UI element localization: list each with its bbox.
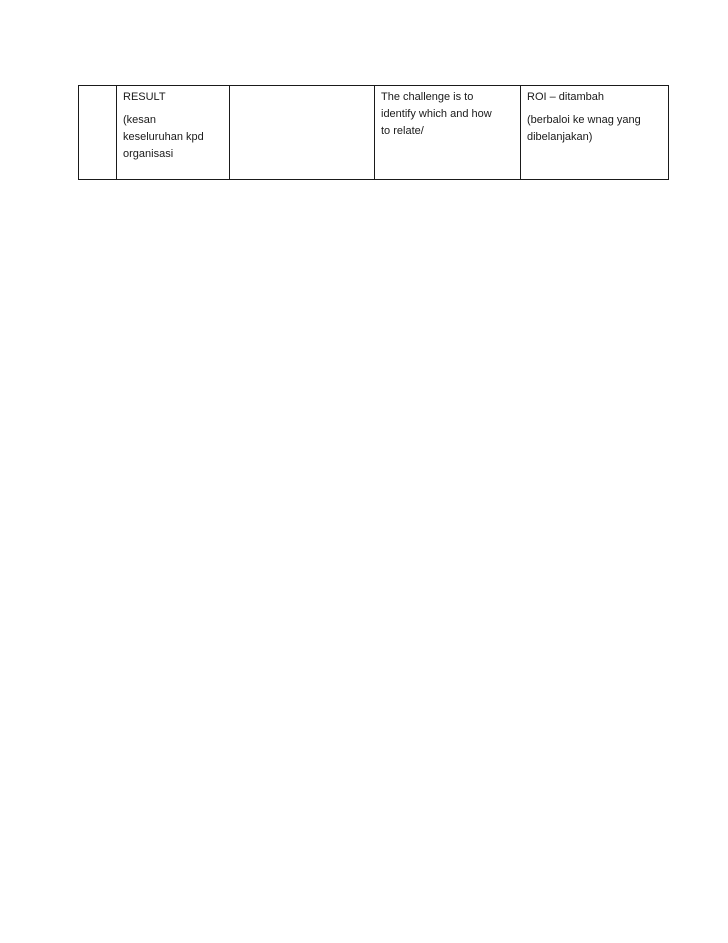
- challenge-cell: [375, 86, 521, 180]
- evaluation-table: [78, 85, 669, 180]
- roi-title: ROI – ditambah: [527, 91, 605, 103]
- roi-note-line: dibelanjakan): [527, 131, 593, 143]
- level-note-line: organisasi: [123, 148, 174, 160]
- level-note-line: keseluruhan kpd: [123, 131, 204, 143]
- empty-cell: [230, 86, 375, 180]
- level-title: RESULT: [123, 91, 166, 103]
- level-cell: [117, 86, 230, 180]
- table-row: [79, 86, 669, 180]
- challenge-line: The challenge is to: [381, 91, 474, 103]
- row-number-cell: [79, 86, 117, 180]
- roi-cell: [521, 86, 669, 180]
- level-note-line: (kesan: [123, 114, 157, 126]
- challenge-line: to relate/: [381, 125, 424, 137]
- roi-note-line: (berbaloi ke wnag yang: [527, 114, 641, 126]
- challenge-line: identify which and how: [381, 108, 492, 120]
